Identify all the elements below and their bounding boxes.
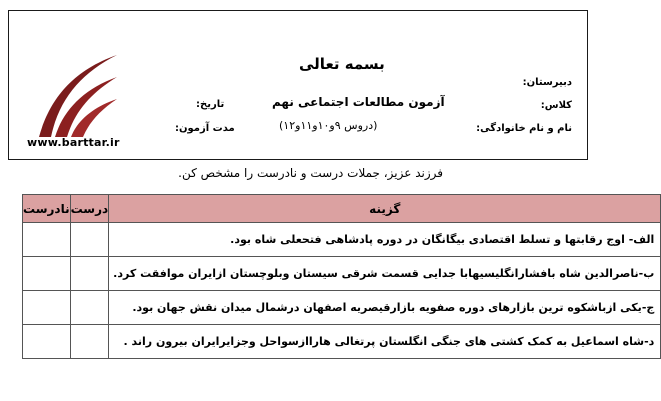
barttar-logo-icon bbox=[31, 49, 121, 141]
question-text: ج-یکی ازباشکوه ترین بازارهای دوره صفویه بازارقیصریه اصفهان درشمال میدان نقش جهان بود. bbox=[109, 291, 661, 325]
column-header-option: گزینه bbox=[109, 195, 661, 223]
school-label: دبیرستان: bbox=[522, 77, 572, 88]
false-answer-cell[interactable] bbox=[23, 257, 71, 291]
true-answer-cell[interactable] bbox=[70, 291, 109, 325]
class-label: کلاس: bbox=[540, 100, 572, 111]
column-header-false: نادرست bbox=[23, 195, 71, 223]
true-answer-cell[interactable] bbox=[70, 223, 109, 257]
date-label: تاریخ: bbox=[196, 99, 225, 110]
exam-lessons: (دروس ۹و۱۰و۱۱و۱۲) bbox=[279, 119, 378, 132]
website-url: www.barttar.ir bbox=[27, 136, 120, 149]
true-answer-cell[interactable] bbox=[70, 257, 109, 291]
column-header-true: درست bbox=[70, 195, 109, 223]
table-header-row bbox=[23, 195, 661, 223]
true-answer-cell[interactable] bbox=[70, 325, 109, 359]
table-row bbox=[23, 223, 661, 257]
true-false-table bbox=[22, 194, 661, 359]
exam-header bbox=[8, 10, 588, 160]
question-text: ب-ناصرالدین شاه بافشارانگلیسیهابا جدایی قسمت شرقی سیستان وبلوچستان ازایران موافقت کرد. bbox=[109, 257, 661, 291]
table-row bbox=[23, 291, 661, 325]
false-answer-cell[interactable] bbox=[23, 291, 71, 325]
page-title: بسمه تعالی bbox=[299, 55, 385, 73]
question-text: الف- اوج رقابتها و تسلط اقتصادی بیگانگان در دوره پادشاهی فتحعلی شاه بود. bbox=[109, 223, 661, 257]
false-answer-cell[interactable] bbox=[23, 223, 71, 257]
table-row bbox=[23, 257, 661, 291]
instruction-text: فرزند عزیز، جملات درست و نادرست را مشخص کن. bbox=[178, 166, 443, 180]
table-row bbox=[23, 325, 661, 359]
false-answer-cell[interactable] bbox=[23, 325, 71, 359]
duration-label: مدت آزمون: bbox=[175, 123, 235, 134]
worksheet bbox=[3, 4, 655, 397]
exam-subject: آزمون مطالعات اجتماعی نهم bbox=[272, 95, 445, 109]
question-text: د-شاه اسماعیل به کمک کشتی های جنگی انگلستان پرتغالی هاراازسواحل وجزایرایران بیرون راند . bbox=[109, 325, 661, 359]
name-label: نام و نام خانوادگی: bbox=[476, 123, 572, 134]
